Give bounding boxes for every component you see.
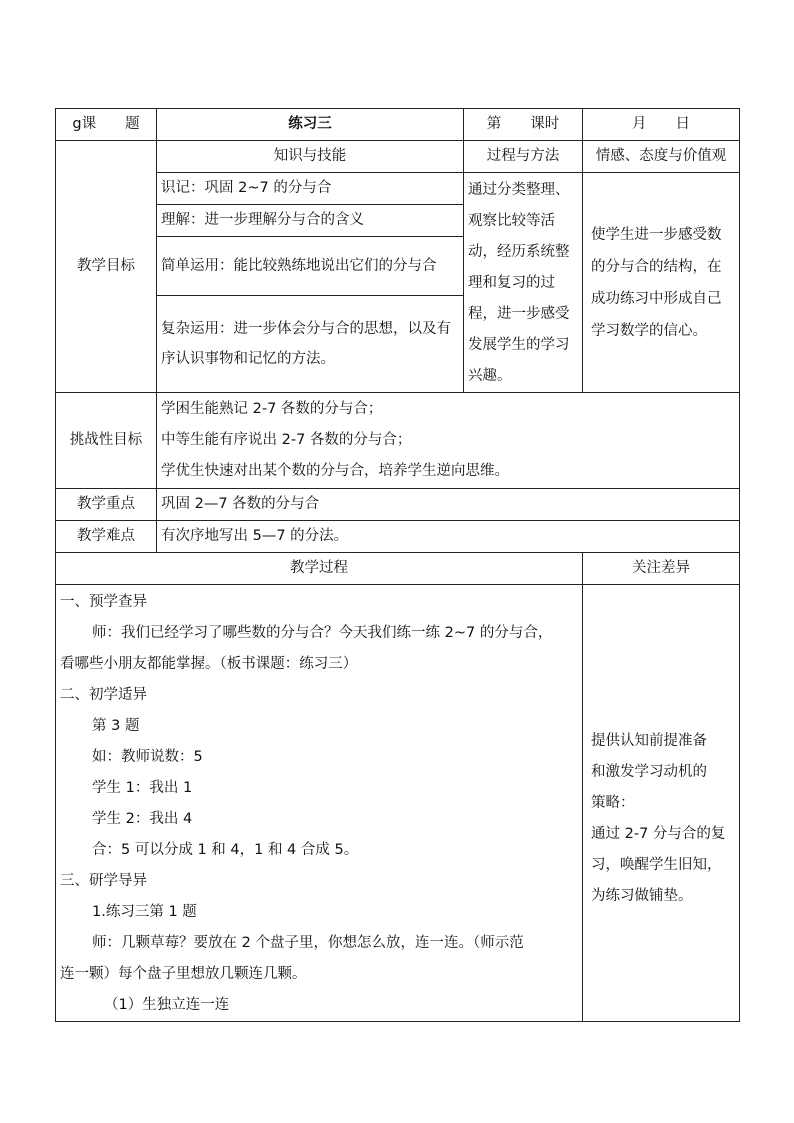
process-line: 看哪些小朋友都能掌握。（板书课题：练习三） bbox=[60, 656, 358, 672]
difference-header: 关注差异 bbox=[583, 553, 740, 585]
knowledge-memorize: 识记：巩固 2~7 的分与合 bbox=[157, 173, 464, 205]
challenge-label: 挑战性目标 bbox=[56, 393, 157, 489]
process-method-header: 过程与方法 bbox=[464, 141, 583, 173]
process-body bbox=[56, 585, 583, 1022]
key-point-label: 教学重点 bbox=[56, 489, 157, 521]
process-line: 学生 1：我出 1 bbox=[92, 780, 193, 796]
process-line: 第 3 题 bbox=[92, 718, 140, 734]
date-label: 月 日 bbox=[583, 109, 740, 141]
process-header: 教学过程 bbox=[56, 553, 583, 585]
difficulty-row bbox=[56, 521, 740, 553]
process-body-row bbox=[56, 585, 740, 1022]
difference-line: 通过 2-7 分与合的复 bbox=[591, 826, 726, 842]
challenge-content bbox=[157, 393, 740, 489]
difficulty-text: 有次序地写出 5—7 的分法。 bbox=[157, 521, 740, 553]
process-line: 连一颗）每个盘子里想放几颗连几颗。 bbox=[60, 966, 307, 982]
section-heading: 二、初学适异 bbox=[60, 687, 147, 703]
process-line: 如：教师说数：5 bbox=[92, 749, 203, 765]
goals-label: 教学目标 bbox=[56, 141, 157, 393]
process-method-text: 通过分类整理、观察比较等活动，经历系统整理和复习的过程，进一步感受发展学生的学习兴趣。 bbox=[464, 173, 583, 393]
process-line: 学生 2：我出 4 bbox=[92, 811, 193, 827]
section-heading: 一、预学查异 bbox=[60, 594, 147, 610]
challenge-row bbox=[56, 393, 740, 489]
difference-line: 和激发学习动机的 bbox=[591, 764, 707, 780]
lesson-number-label: 第 课时 bbox=[464, 109, 583, 141]
difference-line: 提供认知前提准备 bbox=[591, 733, 707, 749]
knowledge-understand: 理解：进一步理解分与合的含义 bbox=[157, 205, 464, 237]
difficulty-label: 教学难点 bbox=[56, 521, 157, 553]
process-line: 师：几颗草莓？要放在 2 个盘子里，你想怎么放，连一连。（师示范 bbox=[92, 935, 524, 951]
challenge-line: 学优生快速对出某个数的分与合，培养学生逆向思维。 bbox=[161, 463, 509, 479]
process-line: 1.练习三第 1 题 bbox=[92, 904, 197, 920]
knowledge-header: 知识与技能 bbox=[157, 141, 464, 173]
process-header-row bbox=[56, 553, 740, 585]
difference-line: 策略： bbox=[591, 795, 635, 811]
goals-header-row bbox=[56, 141, 740, 173]
knowledge-simple-apply: 简单运用：能比较熟练地说出它们的分与合 bbox=[157, 237, 464, 296]
difference-body bbox=[583, 585, 740, 1022]
knowledge-complex-apply: 复杂运用：进一步体会分与合的思想，以及有序认识事物和记忆的方法。 bbox=[157, 296, 464, 393]
process-line: （1）生独立连一连 bbox=[104, 997, 230, 1013]
process-line: 师：我们已经学习了哪些数的分与合？今天我们练一练 2~7 的分与合， bbox=[92, 625, 553, 641]
subject-label: g课 题 bbox=[56, 109, 157, 141]
header-row bbox=[56, 109, 740, 141]
key-point-text: 巩固 2—7 各数的分与合 bbox=[157, 489, 740, 521]
section-heading: 三、研学导异 bbox=[60, 873, 147, 889]
lesson-plan-table bbox=[55, 108, 740, 1022]
difference-line: 为练习做铺垫。 bbox=[591, 888, 693, 904]
challenge-line: 学困生能熟记 2-7 各数的分与合； bbox=[161, 401, 383, 417]
difference-line: 习，唤醒学生旧知， bbox=[591, 857, 722, 873]
process-line: 合：5 可以分成 1 和 4，1 和 4 合成 5。 bbox=[92, 842, 359, 858]
emotion-header: 情感、态度与价值观 bbox=[583, 141, 740, 173]
challenge-line: 中等生能有序说出 2-7 各数的分与合； bbox=[161, 432, 412, 448]
emotion-text: 使学生进一步感受数的分与合的结构，在成功练习中形成自己学习数学的信心。 bbox=[583, 173, 740, 393]
lesson-title: 练习三 bbox=[157, 109, 464, 141]
key-point-row bbox=[56, 489, 740, 521]
